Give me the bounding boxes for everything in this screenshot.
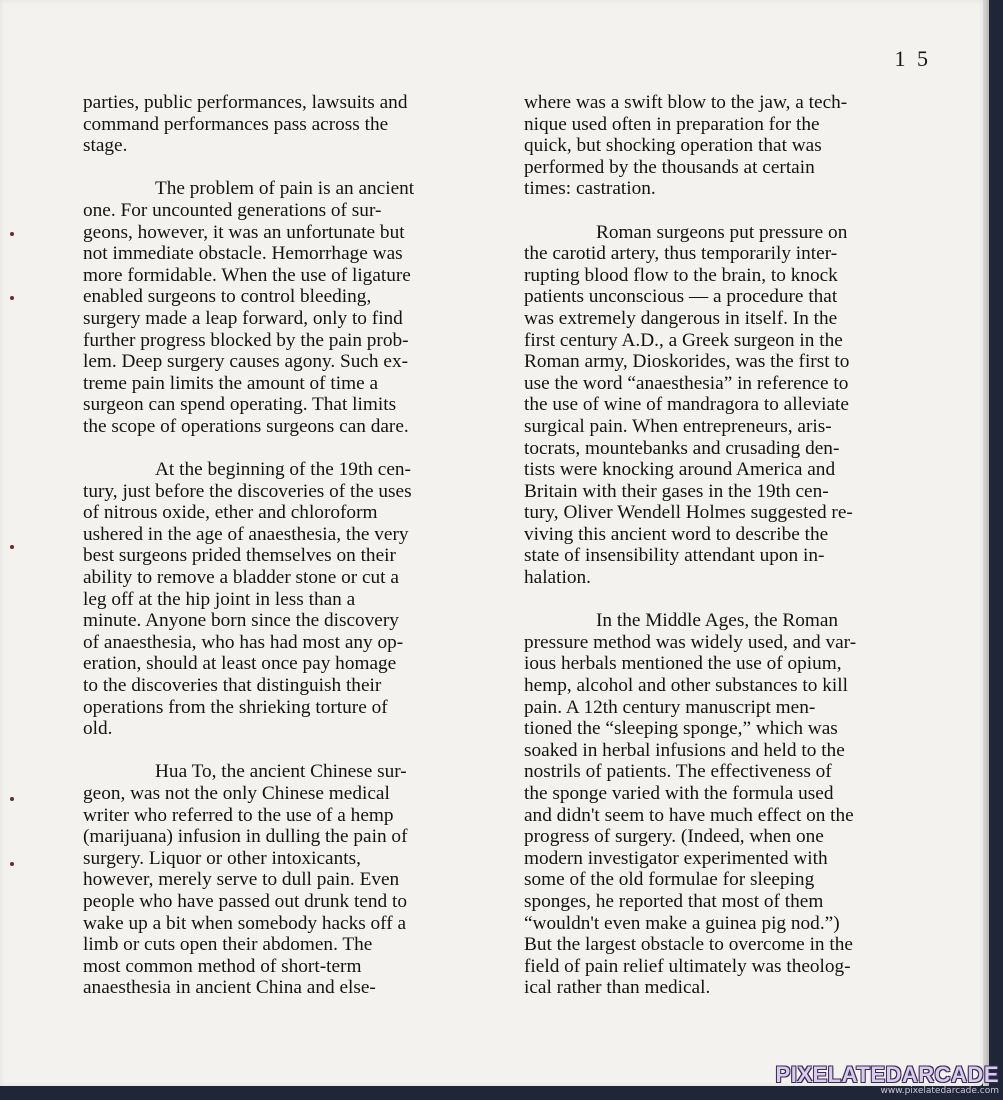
text-line: more formidable. When the use of ligature <box>83 264 411 286</box>
binding-mark <box>10 862 14 866</box>
text-line: tury, just before the discoveries of the uses <box>83 480 412 502</box>
text-line: viving this ancient word to describe the <box>524 523 829 545</box>
paragraph <box>83 178 503 437</box>
paragraph <box>524 92 944 200</box>
paragraph <box>83 761 503 999</box>
text-line: Hua To, the ancient Chinese sur- <box>155 761 407 783</box>
text-line: state of insensibility attendant upon in- <box>524 545 825 567</box>
text-line: the carotid artery, thus temporarily inter- <box>524 243 838 265</box>
text-line: the use of wine of mandragora to alleviate <box>524 394 849 416</box>
text-line: soaked in herbal infusions and held to the <box>524 739 845 761</box>
text-line: surgical pain. When entrepreneurs, aris- <box>524 415 832 437</box>
text-line: operations from the shrieking torture of <box>83 696 388 718</box>
text-line: stage. <box>83 135 128 157</box>
binding-mark <box>10 797 14 801</box>
text-line: use the word “anaesthesia” in reference to <box>524 372 849 394</box>
text-line: parties, public performances, lawsuits and <box>83 92 408 113</box>
paragraph <box>83 92 503 157</box>
binding-mark <box>10 545 14 549</box>
text-line: sponges, he reported that most of them <box>524 890 824 912</box>
text-line: tury, Oliver Wendell Holmes suggested re- <box>524 502 853 524</box>
text-line: In the Middle Ages, the Roman <box>596 610 839 632</box>
text-line: patients unconscious — a procedure that <box>524 286 838 308</box>
text-line: progress of surgery. (Indeed, when one <box>524 826 824 848</box>
text-line: tists were knocking around America and <box>524 459 836 481</box>
text-line: (marijuana) infusion in dulling the pain of <box>83 826 408 848</box>
text-line: limb or cuts open their abdomen. The <box>83 934 373 956</box>
text-line: Roman army, Dioskorides, was the first to <box>524 351 850 373</box>
text-line: old. <box>83 718 113 740</box>
binding-mark <box>10 232 14 236</box>
text-line: geons, however, it was an unfortunate but <box>83 221 405 243</box>
text-line: where was a swift blow to the jaw, a tech- <box>524 92 848 113</box>
text-line: surgery made a leap forward, only to find <box>83 307 403 329</box>
paragraph <box>524 610 944 999</box>
text-line: times: castration. <box>524 178 656 200</box>
text-line: some of the old formulae for sleeping <box>524 869 815 891</box>
text-line: nique used often in preparation for the <box>524 113 820 135</box>
text-line: “wouldn't even make a guinea pig nod.”) <box>524 912 840 934</box>
text-line: wake up a bit when somebody hacks off a <box>83 912 407 934</box>
text-line: not immediate obstacle. Hemorrhage was <box>83 243 403 265</box>
text-line: tocrats, mountebanks and crusading den- <box>524 437 840 459</box>
text-line: ushered in the age of anaesthesia, the very <box>83 523 409 545</box>
text-line: ability to remove a bladder stone or cut a <box>83 567 399 589</box>
text-line: enabled surgeons to control bleeding, <box>83 286 372 308</box>
text-line: Britain with their gases in the 19th cen- <box>524 480 829 502</box>
watermark-logo: PIXELATEDARCADE <box>775 1062 999 1087</box>
text-line: of nitrous oxide, ether and chloroform <box>83 502 378 524</box>
text-line: the scope of operations surgeons can dare. <box>83 415 409 437</box>
text-line: tioned the “sleeping sponge,” which was <box>524 718 838 740</box>
text-line: ious herbals mentioned the use of opium, <box>524 653 842 675</box>
text-line: however, merely serve to dull pain. Even <box>83 869 400 891</box>
text-line: performed by the thousands at certain <box>524 156 815 178</box>
text-line: best surgeons prided themselves on their <box>83 545 396 567</box>
left-text-column <box>83 92 503 1021</box>
watermark <box>776 1062 999 1096</box>
text-line: first century A.D., a Greek surgeon in the <box>524 329 843 351</box>
text-line: and didn't seem to have much effect on the <box>524 804 854 826</box>
text-line: most common method of short-term <box>83 955 362 977</box>
text-line: pain. A 12th century manuscript men- <box>524 696 816 718</box>
text-line: halation. <box>524 567 591 589</box>
text-line: lem. Deep surgery causes agony. Such ex- <box>83 351 409 373</box>
text-line: command performances pass across the <box>83 113 389 135</box>
page-number: 1 5 <box>894 46 931 71</box>
text-line: pressure method was widely used, and var- <box>524 631 857 653</box>
paragraph <box>83 459 503 740</box>
text-line: of anaesthesia, who has had most any op- <box>83 631 404 653</box>
text-line: rupting blood flow to the brain, to knock <box>524 264 838 286</box>
watermark-url: www.pixelatedarcade.com <box>880 1086 999 1096</box>
text-line: further progress blocked by the pain prob- <box>83 329 409 351</box>
text-line: quick, but shocking operation that was <box>524 135 822 157</box>
text-line: field of pain relief ultimately was theolog- <box>524 955 851 977</box>
text-line: to the discoveries that distinguish their <box>83 675 382 697</box>
text-line: one. For uncounted generations of sur- <box>83 199 382 221</box>
text-line: leg off at the hip joint in less than a <box>83 588 356 610</box>
text-line: Roman surgeons put pressure on <box>596 221 848 243</box>
paragraph <box>524 222 944 589</box>
binding-mark <box>10 296 14 300</box>
text-line: At the beginning of the 19th cen- <box>155 459 411 481</box>
text-line: minute. Anyone born since the discovery <box>83 610 399 632</box>
text-line: treme pain limits the amount of time a <box>83 372 379 394</box>
text-line: surgeon can spend operating. That limits <box>83 394 397 416</box>
page-edge <box>983 0 989 1086</box>
text-line: But the largest obstacle to overcome in the <box>524 934 853 956</box>
text-line: geon, was not the only Chinese medical <box>83 783 390 804</box>
text-line: writer who referred to the use of a hemp <box>83 804 394 826</box>
text-line: people who have passed out drunk tend to <box>83 890 407 912</box>
text-line: the sponge varied with the formula used <box>524 783 834 804</box>
text-line: ical rather than medical. <box>524 977 711 999</box>
right-text-column <box>524 92 944 1021</box>
text-line: nostrils of patients. The effectiveness of <box>524 761 832 783</box>
text-line: The problem of pain is an ancient <box>155 178 415 200</box>
text-line: eration, should at least once pay homage <box>83 653 397 675</box>
text-line: was extremely dangerous in itself. In the <box>524 307 838 329</box>
text-line: anaesthesia in ancient China and else- <box>83 977 376 999</box>
text-line: modern investigator experimented with <box>524 847 828 869</box>
text-line: hemp, alcohol and other substances to kill <box>524 675 848 697</box>
text-line: surgery. Liquor or other intoxicants, <box>83 847 361 869</box>
